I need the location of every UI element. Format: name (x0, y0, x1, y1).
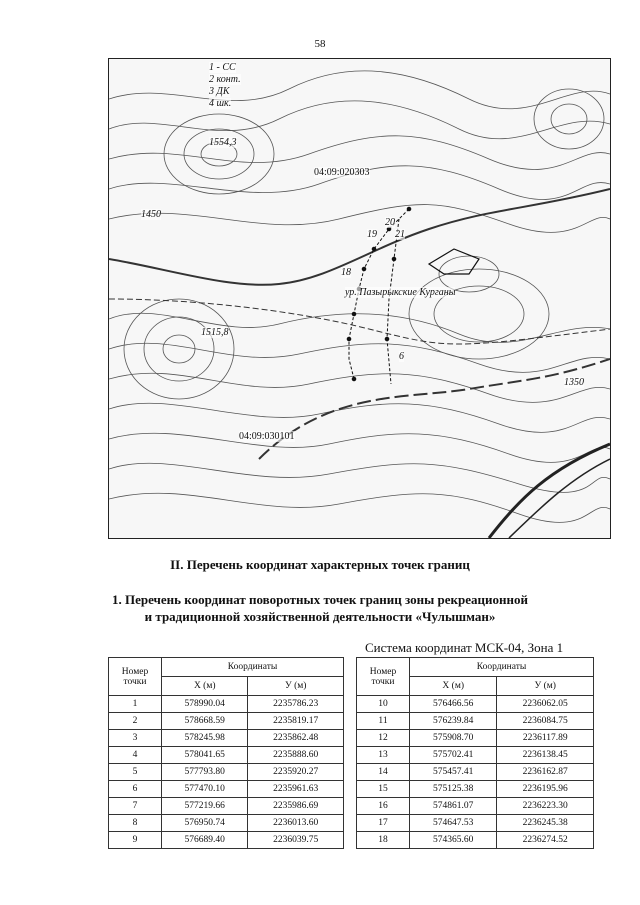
y-coordinate: 2236195.96 (497, 781, 594, 798)
header-point-no-line1: Номер (121, 666, 149, 677)
elevation-label: 1350 (564, 377, 584, 388)
point-number: 1 (109, 696, 162, 713)
topographic-map (108, 58, 611, 539)
point-label: 6 (399, 351, 404, 362)
point-number: 17 (357, 815, 410, 832)
header-y: У (м) (248, 677, 344, 696)
y-coordinate: 2235786.23 (248, 696, 344, 713)
x-coordinate: 575702.41 (410, 747, 497, 764)
elevation-label: 1554,3 (209, 137, 237, 148)
table-row (357, 713, 594, 730)
point-number: 18 (357, 832, 410, 849)
header-point-no-line2: точки (123, 676, 147, 687)
point-number: 12 (357, 730, 410, 747)
elevation-label: 1515,8 (201, 327, 229, 338)
point-number: 15 (357, 781, 410, 798)
table-row (109, 781, 344, 798)
y-coordinate: 2235920.27 (248, 764, 344, 781)
point-number: 11 (357, 713, 410, 730)
page-number: 58 (314, 38, 326, 50)
point-number: 8 (109, 815, 162, 832)
x-coordinate: 575457.41 (410, 764, 497, 781)
y-coordinate: 2235888.60 (248, 747, 344, 764)
point-number: 13 (357, 747, 410, 764)
header-point-no (357, 658, 410, 696)
table-row (109, 713, 344, 730)
y-coordinate: 2236245.38 (497, 815, 594, 832)
header-point-no-line1: Номер (369, 666, 397, 677)
x-coordinate: 576950.74 (162, 815, 248, 832)
table-row (357, 798, 594, 815)
table-row (357, 730, 594, 747)
y-coordinate: 2235819.17 (248, 713, 344, 730)
table-row (357, 696, 594, 713)
table-row (109, 815, 344, 832)
table-row (357, 747, 594, 764)
y-coordinate: 2236062.05 (497, 696, 594, 713)
y-coordinate: 2235961.63 (248, 781, 344, 798)
table-row (109, 730, 344, 747)
x-coordinate: 575908.70 (410, 730, 497, 747)
y-coordinate: 2236162.87 (497, 764, 594, 781)
x-coordinate: 574861.07 (410, 798, 497, 815)
point-number: 5 (109, 764, 162, 781)
y-coordinate: 2236013.60 (248, 815, 344, 832)
table-row (109, 764, 344, 781)
y-coordinate: 2235986.69 (248, 798, 344, 815)
legend-label: 1 - СС (209, 62, 236, 73)
x-coordinate: 576239.84 (410, 713, 497, 730)
point-label: 21 (395, 229, 405, 240)
header-x: X (м) (162, 677, 248, 696)
elevation-label: 1450 (141, 209, 161, 220)
x-coordinate: 578990.04 (162, 696, 248, 713)
y-coordinate: 2235862.48 (248, 730, 344, 747)
point-number: 6 (109, 781, 162, 798)
point-number: 7 (109, 798, 162, 815)
table-row (109, 747, 344, 764)
x-coordinate: 574647.53 (410, 815, 497, 832)
x-coordinate: 576466.56 (410, 696, 497, 713)
header-coords: Координаты (410, 658, 594, 677)
subtitle (0, 591, 640, 625)
header-point-no (109, 658, 162, 696)
point-label: 19 (367, 229, 377, 240)
x-coordinate: 574365.60 (410, 832, 497, 849)
table-row (357, 815, 594, 832)
parcel-label-south: 04:09:030101 (239, 431, 295, 442)
table-row (357, 832, 594, 849)
subtitle-line-2: и традиционной хозяйственной деятельности «Чулышман» (144, 609, 496, 624)
section-title: II. Перечень координат характерных точек границ (170, 557, 470, 572)
y-coordinate: 2236039.75 (248, 832, 344, 849)
header-y: У (м) (497, 677, 594, 696)
table-row (109, 798, 344, 815)
coordinate-system: Система координат МСК-04, Зона 1 (365, 640, 564, 655)
coords-table-right (356, 657, 594, 849)
coords-table-left (108, 657, 344, 849)
x-coordinate: 577470.10 (162, 781, 248, 798)
table-row (109, 696, 344, 713)
x-coordinate: 576689.40 (162, 832, 248, 849)
table-row (357, 781, 594, 798)
x-coordinate: 575125.38 (410, 781, 497, 798)
x-coordinate: 578668.59 (162, 713, 248, 730)
point-number: 9 (109, 832, 162, 849)
header-x: X (м) (410, 677, 497, 696)
y-coordinate: 2236117.89 (497, 730, 594, 747)
point-number: 4 (109, 747, 162, 764)
x-coordinate: 578245.98 (162, 730, 248, 747)
x-coordinate: 578041.65 (162, 747, 248, 764)
point-label: 18 (341, 267, 351, 278)
x-coordinate: 577793.80 (162, 764, 248, 781)
point-label: 20 (385, 217, 395, 228)
y-coordinate: 2236138.45 (497, 747, 594, 764)
kurgans-label: ур. Пазырыкские Курганы (345, 287, 456, 298)
y-coordinate: 2236274.52 (497, 832, 594, 849)
header-point-no-line2: точки (371, 676, 395, 687)
point-number: 14 (357, 764, 410, 781)
legend-label: 3 ДК (209, 86, 230, 97)
point-number: 10 (357, 696, 410, 713)
table-row (357, 764, 594, 781)
table-row (109, 832, 344, 849)
parcel-label-north: 04:09:020303 (314, 167, 370, 178)
subtitle-line-1: 1. Перечень координат поворотных точек границ зоны рекреационной (112, 592, 528, 607)
point-number: 16 (357, 798, 410, 815)
point-number: 3 (109, 730, 162, 747)
point-number: 2 (109, 713, 162, 730)
header-coords: Координаты (162, 658, 344, 677)
map-drawing (109, 59, 610, 538)
y-coordinate: 2236223.30 (497, 798, 594, 815)
legend-label: 4 шк. (209, 98, 232, 109)
x-coordinate: 577219.66 (162, 798, 248, 815)
legend-label: 2 конт. (209, 74, 241, 85)
y-coordinate: 2236084.75 (497, 713, 594, 730)
